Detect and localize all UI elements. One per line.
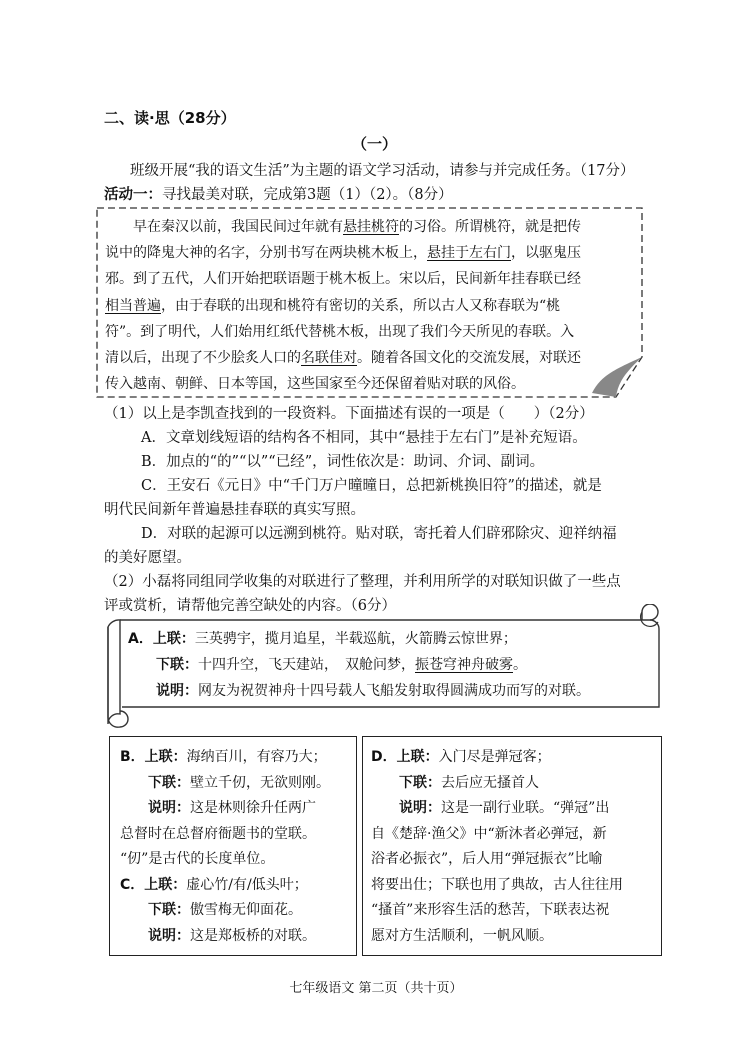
couplet-a-down: 下联：十四升空，飞天建站， 双舱问梦，振苍穹神舟破雾。: [156, 657, 527, 673]
q1-option-a[interactable]: A．文章划线短语的结构各不相同，其中“悬挂于左右门”是补充短语。: [141, 430, 587, 446]
phrase-xuangua-taofu: 悬挂桃符: [343, 219, 399, 235]
couplet-b-down: 下联：壁立千仞，无欲则刚。: [148, 774, 330, 791]
couplet-b-up: B．上联：海纳百川，有容乃大；: [120, 749, 327, 765]
q1-stem: （1）以上是李凯查找到的一段资料。下面描述有误的一项是（ ）（2分）: [104, 406, 594, 422]
couplet-d-note-6: 愿对方生活顺利，一帆风顺。: [371, 927, 553, 944]
couplet-a-note: 说明：网友为祝贺神舟十四号载人飞船发射取得圆满成功而写的对联。: [156, 683, 590, 699]
passage-box: [97, 208, 642, 398]
q1-option-c-cont: 明代民间新年普遍悬挂春联的真实写照。: [104, 502, 365, 518]
part-title: （一）: [352, 135, 398, 153]
couplet-d-note: 说明：这是一副行业联。“弹冠”出: [399, 800, 610, 816]
passage-line-7: 传入越南、朝鲜、日本等国，这些国家至今还保留着贴对联的风俗。: [105, 376, 525, 393]
couplet-b-note: 说明：这是林则徐升任两广: [148, 800, 316, 816]
couplet-d-down: 下联：去后应无搔首人: [399, 774, 539, 791]
box-b-c: [109, 736, 357, 956]
couplet-d-up: D．上联：入门尽是弹冠客；: [371, 749, 551, 765]
passage-line-2: 说中的降鬼大神的名字，分别书写在两块桃木板上，悬挂于左右门，以驱鬼压: [105, 245, 581, 262]
q1-option-d-cont: 的美好愿望。: [104, 550, 191, 566]
passage-line-1: 早在秦汉以前，我国民间过年就有悬挂桃符的习俗。所谓桃符，就是把传: [133, 219, 581, 235]
couplet-d-note-5: “搔首”来形容生活的愁苦，下联表达祝: [371, 902, 610, 918]
section-title: 二、读·思（28分）: [104, 109, 236, 127]
q1-option-c[interactable]: C．王安石《元日》中“千门万户曈曈日，总把新桃换旧符”的描述，就是: [141, 478, 602, 494]
q1-option-b[interactable]: B．加点的“的”“以”“已经”，词性依次是：助词、介词、副词。: [141, 454, 545, 470]
couplet-b-note-3: “仞”是古代的长度单位。: [120, 851, 275, 867]
q1-option-d[interactable]: D．对联的起源可以远溯到桃符。贴对联，寄托着人们辟邪除灾、迎祥纳福: [141, 526, 617, 542]
couplet-a-blank-phrase: 振苍穹神舟破雾: [415, 657, 513, 673]
scroll-box-a: [100, 604, 665, 730]
couplet-c-up: C．上联：虚心竹/有/低头叶；: [120, 876, 308, 893]
box-d: [362, 736, 662, 956]
q2-stem-2: 评或赏析，请帮他完善空缺处的内容。（6分）: [104, 598, 396, 614]
phrase-minglian-jiadui: 名联佳对: [301, 350, 357, 367]
activity1-heading: [104, 183, 453, 204]
passage-line-5: 符”。到了明代，人们始用红纸代替桃木板，出现了我们今天所见的春联。入: [105, 323, 575, 340]
couplet-b-note-2: 总督时在总督府衙题书的堂联。: [120, 825, 316, 842]
passage-line-6: 清以后，出现了不少脍炙人口的名联佳对。随着各国文化的交流发展，对联还: [105, 350, 581, 367]
couplet-d-note-4: 将要出仕；下联也用了典故，古人往往用: [371, 876, 623, 893]
phrase-xiangdang-pubian: 相当普遍: [105, 297, 161, 314]
intro-text: 班级开展“我的语文生活”为主题的语文学习活动，请参与并完成任务。（17分）: [130, 163, 635, 179]
couplet-c-down: 下联：傲雪梅无仰面花。: [148, 902, 302, 918]
couplet-c-note: 说明：这是郑板桥的对联。: [148, 927, 316, 944]
passage-line-4: 相当普遍，由于春联的出现和桃符有密切的关系，所以古人又称春联为“桃: [105, 297, 561, 314]
phrase-xuangua-zuoyoumen: 悬挂于左右门: [427, 245, 511, 262]
passage-line-3: 邪。到了五代，人们开始把联语题于桃木板上。宋以后，民间新年挂春联已经: [105, 271, 581, 288]
q2-stem-1: （2）小磊将同组同学收集的对联进行了整理，并利用所学的对联知识做了一些点: [104, 574, 621, 590]
couplet-d-note-2: 自《楚辞·渔父》中“新沐者必弹冠，新: [371, 825, 607, 842]
couplet-d-note-3: 浴者必振衣”，后人用“弹冠振衣”比喻: [371, 851, 603, 867]
activity1-text: 寻找最美对联，完成第3题（1）（2）。（8分）: [162, 187, 453, 203]
couplet-a-up: A．上联：三英骋宇，揽月追星，半载巡航，火箭腾云惊世界；: [128, 631, 517, 647]
activity1-label: 活动一：: [104, 187, 162, 203]
page-footer: 七年级语文 第二页（共十页）: [289, 981, 463, 996]
